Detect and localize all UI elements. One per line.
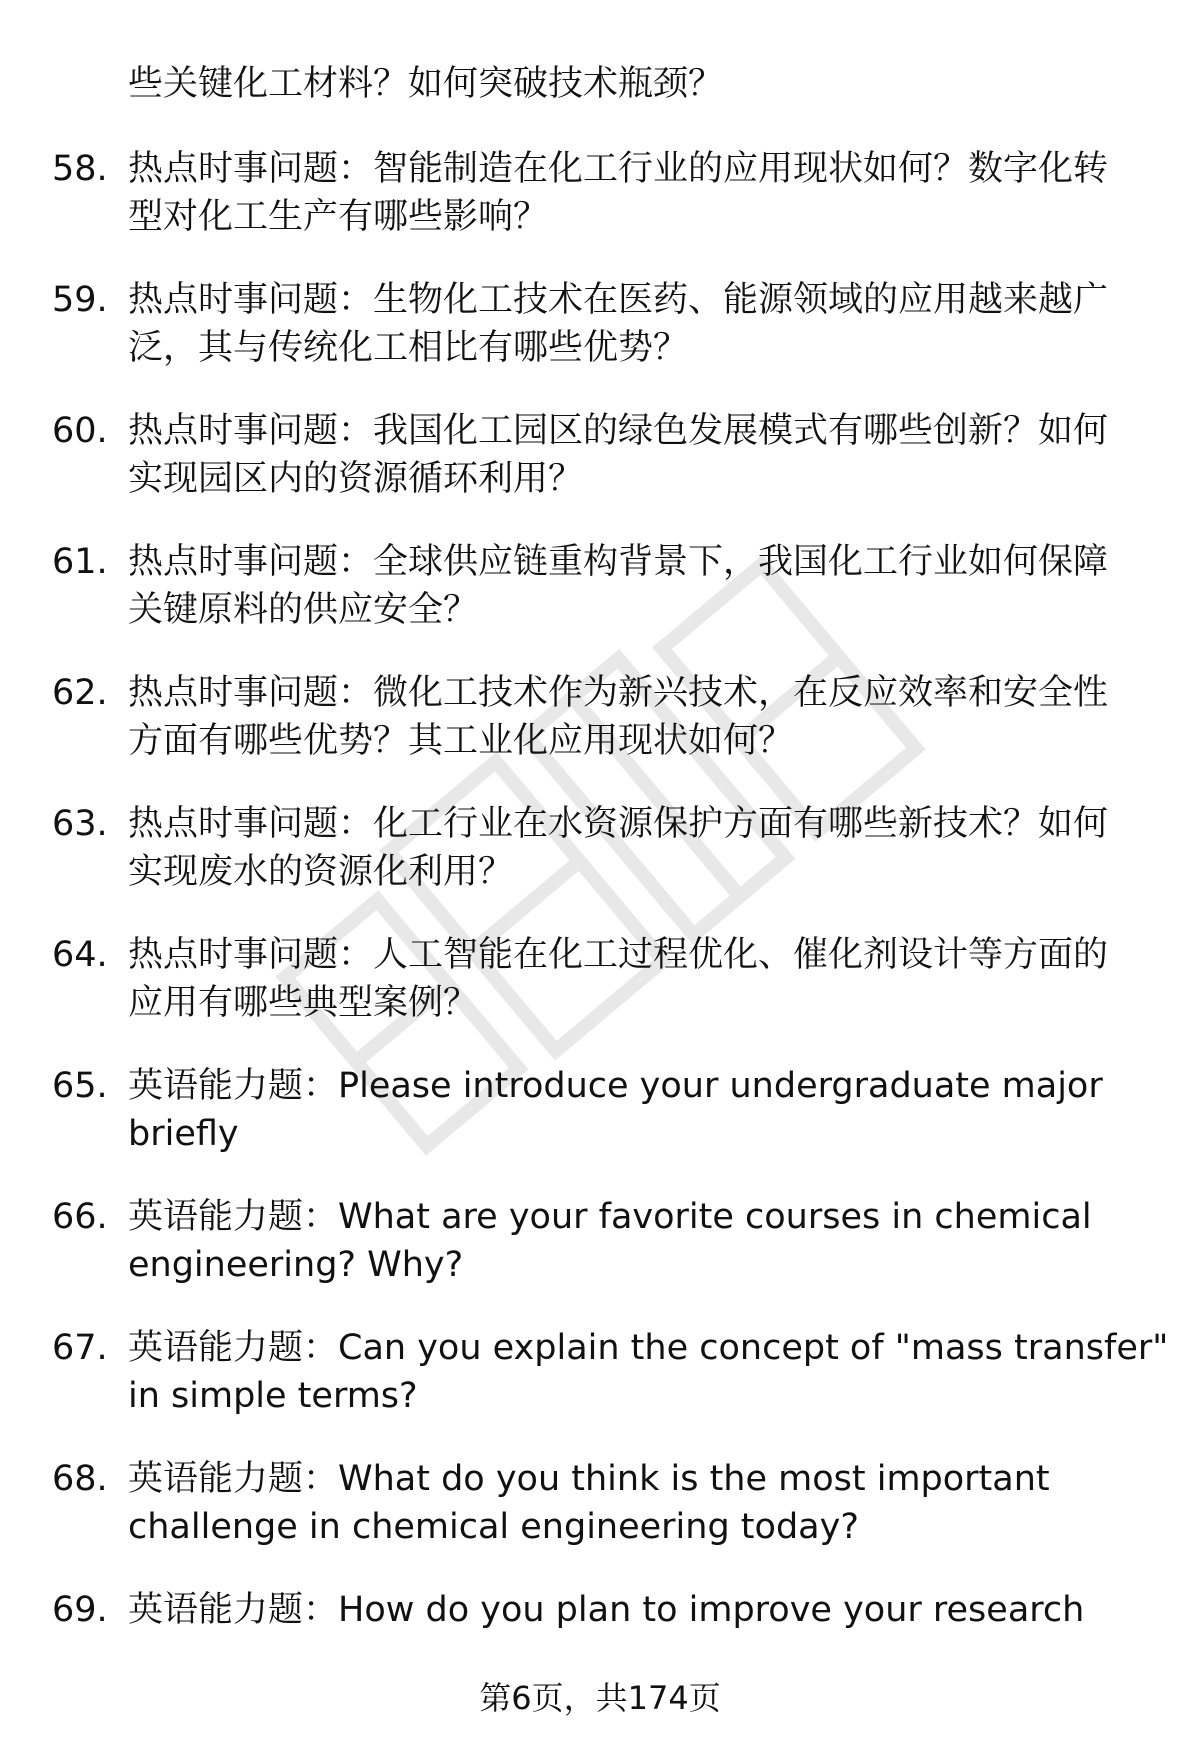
question-line: 实现园区内的资源循环利用？ xyxy=(128,459,584,499)
question-number: 60. xyxy=(52,411,108,451)
question-text xyxy=(128,407,1148,503)
question-text xyxy=(128,276,1148,372)
question-line: 实现废水的资源化利用？ xyxy=(128,852,514,892)
question-item-61 xyxy=(0,538,1200,669)
question-item-62 xyxy=(0,669,1200,800)
question-item-65 xyxy=(0,1062,1200,1193)
question-line: 热点时事问题：化工行业在水资源保护方面有哪些新技术？如何 xyxy=(128,804,1109,844)
question-number: 67. xyxy=(52,1328,108,1368)
question-text xyxy=(128,1193,1148,1289)
question-line: 热点时事问题：全球供应链重构背景下，我国化工行业如何保障 xyxy=(128,542,1109,582)
question-number: 69. xyxy=(52,1590,108,1630)
question-number: 64. xyxy=(52,935,108,975)
question-text xyxy=(128,669,1148,765)
question-item-59 xyxy=(0,276,1200,407)
question-item-63 xyxy=(0,800,1200,931)
question-text xyxy=(128,145,1148,241)
question-line: challenge in chemical engineering today? xyxy=(128,1507,859,1547)
question-line: 英语能力题：What do you think is the most important xyxy=(128,1459,1050,1499)
question-line: 方面有哪些优势？其工业化应用现状如何？ xyxy=(128,721,794,761)
question-item-64 xyxy=(0,931,1200,1062)
question-line: 英语能力题：How do you plan to improve your research xyxy=(128,1590,1085,1630)
question-number: 58. xyxy=(52,149,108,189)
question-line: engineering? Why? xyxy=(128,1245,464,1285)
question-number: 65. xyxy=(52,1066,108,1106)
question-line: 热点时事问题：微化工技术作为新兴技术，在反应效率和安全性 xyxy=(128,673,1109,713)
question-line: 关键原料的供应安全？ xyxy=(128,590,479,630)
continuation-line: 些关键化工材料？如何突破技术瓶颈？ xyxy=(128,64,724,104)
question-item-66 xyxy=(0,1193,1200,1324)
question-line: 热点时事问题：生物化工技术在医药、能源领域的应用越来越广 xyxy=(128,280,1109,320)
question-text xyxy=(128,1455,1148,1551)
question-line: 英语能力题：Can you explain the concept of "mass transfer" xyxy=(128,1328,1169,1368)
page-footer: 第6页，共174页 xyxy=(479,1679,721,1717)
question-text xyxy=(128,1324,1169,1420)
question-line: in simple terms? xyxy=(128,1376,418,1416)
question-text xyxy=(128,538,1148,634)
question-text xyxy=(128,800,1148,896)
question-number: 59. xyxy=(52,280,108,320)
question-list xyxy=(0,145,1200,1717)
question-line: briefly xyxy=(128,1114,239,1154)
question-number: 62. xyxy=(52,673,108,713)
question-line: 英语能力题：Please introduce your undergraduate major xyxy=(128,1066,1103,1106)
question-number: 66. xyxy=(52,1197,108,1237)
question-line: 泛，其与传统化工相比有哪些优势？ xyxy=(128,328,689,368)
question-text xyxy=(128,1062,1148,1158)
question-line: 应用有哪些典型案例？ xyxy=(128,983,479,1023)
question-item-58 xyxy=(0,145,1200,276)
question-line: 热点时事问题：我国化工园区的绿色发展模式有哪些创新？如何 xyxy=(128,411,1109,451)
question-line: 型对化工生产有哪些影响？ xyxy=(128,197,549,237)
question-item-68 xyxy=(0,1455,1200,1586)
question-item-60 xyxy=(0,407,1200,538)
question-item-67 xyxy=(0,1324,1200,1455)
question-number: 61. xyxy=(52,542,108,582)
question-number: 63. xyxy=(52,804,108,844)
question-line: 热点时事问题：人工智能在化工过程优化、催化剂设计等方面的 xyxy=(128,935,1109,975)
question-text xyxy=(128,1586,1148,1634)
question-number: 68. xyxy=(52,1459,108,1499)
question-line: 英语能力题：What are your favorite courses in chemical xyxy=(128,1197,1092,1237)
question-text xyxy=(128,931,1148,1027)
question-line: 热点时事问题：智能制造在化工行业的应用现状如何？数字化转 xyxy=(128,149,1109,189)
